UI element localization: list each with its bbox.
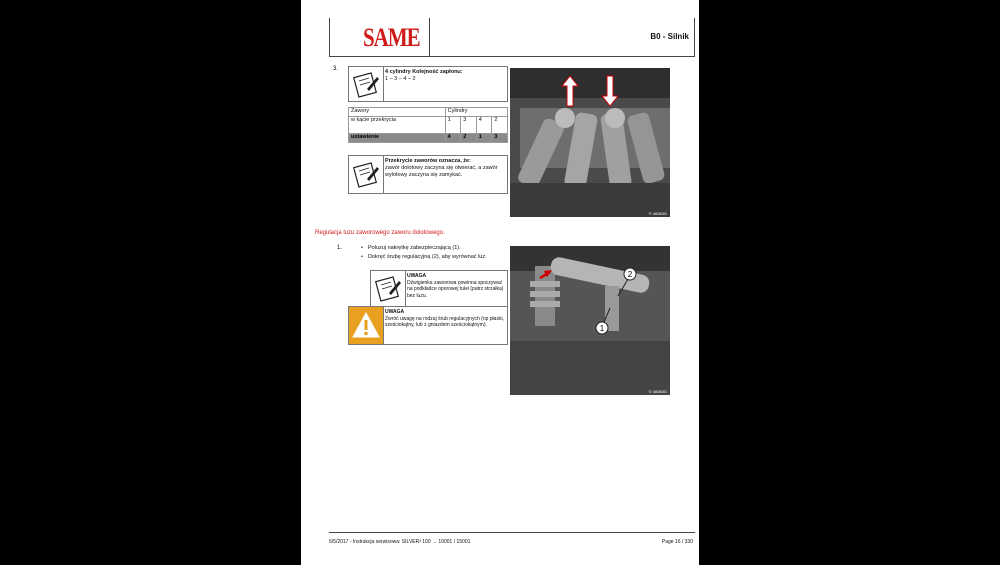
- engine-photo-rockers: [510, 68, 670, 217]
- note-title: 4 cylindry Kolejność zapłonu:: [385, 69, 463, 75]
- table-cell: 4: [445, 134, 461, 143]
- bullet-item: • Dokręć śrubę regulacyjną (2), aby wyrównać luz.: [361, 254, 487, 260]
- bullet-item: • Poluzuj nakrętkę zabezpieczającą (1).: [361, 245, 461, 251]
- warning-icon: [349, 307, 384, 344]
- photo-caption: © 46083G: [648, 389, 667, 394]
- page-footer: [329, 532, 695, 545]
- page-number: Page 16 / 330: [661, 539, 693, 545]
- page-header: [329, 18, 695, 57]
- callout-label: 1: [599, 324, 605, 333]
- note-text: 1 – 3 – 4 – 2: [385, 76, 416, 82]
- note-title: Przekrycie zaworów oznacza, że:: [385, 158, 471, 164]
- photo-caption: © 46083G: [648, 211, 667, 216]
- table-header: Cylindry: [445, 108, 507, 117]
- table-cell: 2: [461, 134, 477, 143]
- callout-label: 2: [627, 270, 633, 279]
- note-box-firing-order: [348, 66, 508, 102]
- table-cell: 1: [476, 134, 492, 143]
- note-box-rocker: [370, 270, 508, 308]
- note-clipboard-icon: [349, 67, 384, 101]
- note-text: zawór dolotowy zaczyna się otwierać, a zawór wylotowy zaczyna się zamykać.: [385, 165, 498, 178]
- table-cell: w kącie przekrycia: [349, 117, 446, 134]
- document-page: [301, 0, 699, 565]
- warning-title: UWAGA: [385, 309, 405, 315]
- engine-photo-adjuster: [510, 246, 670, 395]
- table-cell: 1: [445, 117, 461, 134]
- same-logo: SAME: [363, 22, 420, 52]
- warning-text: Zwróć uwagę na rodzaj śrub regulacyjnych (np płaski, sześciokątny, lub z gniazdem sześciokątnym).: [385, 315, 504, 328]
- red-section-title: Regulacja luzu zaworowego zaworu dolotowego.: [315, 230, 445, 236]
- note-clipboard-icon: [349, 156, 384, 193]
- valve-table: [348, 107, 508, 143]
- note-box-overlap: [348, 155, 508, 194]
- table-header: Zawory: [349, 108, 446, 117]
- step-number: 1.: [337, 245, 343, 251]
- table-cell: 3: [461, 117, 477, 134]
- note-text: Dźwigienka zaworowa powinna spoczywać na podkładce oporowej tulei (patrz strzałka) bez luzu.: [407, 279, 504, 299]
- table-cell: 2: [492, 117, 508, 134]
- step-number: 3.: [333, 66, 339, 72]
- footer-left: 6/5/2017 - Instrukcja serwisowa: SILVER³ 100 → 10001 / 15001: [329, 539, 471, 545]
- table-cell: ustawienie: [349, 134, 446, 143]
- note-clipboard-icon: [371, 271, 406, 307]
- table-cell: 4: [476, 117, 492, 134]
- note-title: UWAGA: [407, 273, 427, 279]
- section-title: B0 - Silnik: [650, 32, 689, 41]
- warning-box: [348, 306, 508, 345]
- table-cell: 3: [492, 134, 508, 143]
